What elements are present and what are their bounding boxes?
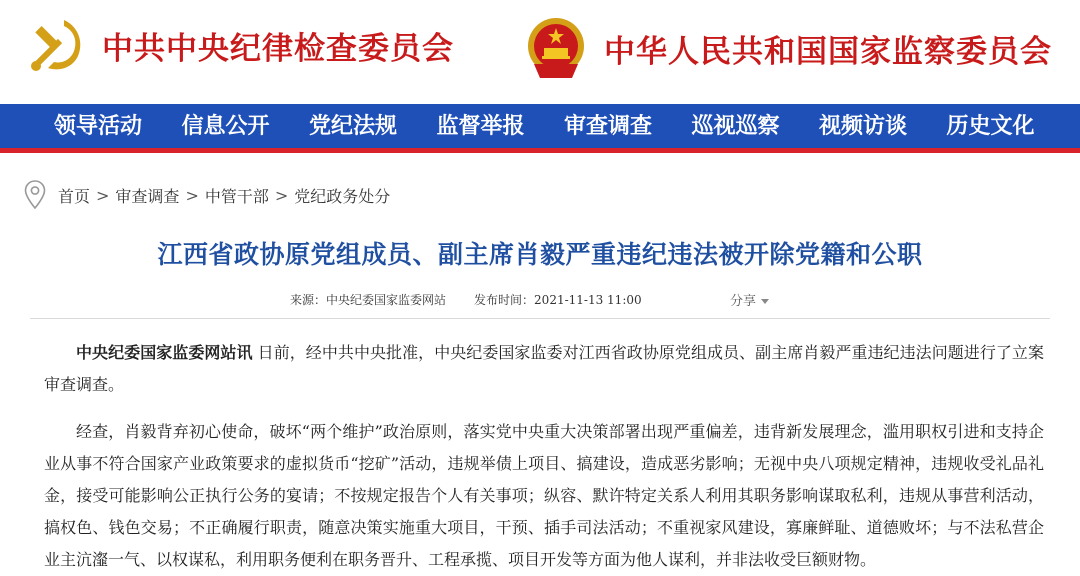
share-button[interactable] (730, 290, 769, 309)
nav-item-regulations[interactable]: 党纪法规 (309, 113, 398, 139)
breadcrumb-investigation[interactable]: 审查调查 (115, 186, 180, 206)
nav-item-investigation[interactable]: 审查调查 (564, 113, 653, 139)
paragraph-lead: 中央纪委国家监委网站讯 (76, 343, 253, 362)
breadcrumb-separator: > (185, 185, 199, 205)
party-emblem-icon (26, 14, 88, 76)
paragraph-text: 日前，经中共中央批准，中央纪委国家监委对江西省政协原党组成员、副主席肖毅严重违纪违法问题进行了立案审查调查。 (44, 343, 1044, 394)
breadcrumb (24, 180, 390, 210)
article-title: 江西省政协原党组成员、副主席肖毅严重违纪违法被开除党籍和公职 (157, 240, 923, 269)
right-org-title: 中华人民共和国国家监察委员会 (604, 33, 1052, 70)
source-value: 中央纪委国家监委网站 (326, 293, 447, 307)
time-label: 发布时间： (474, 293, 535, 307)
nav-item-history[interactable]: 历史文化 (946, 113, 1035, 139)
chevron-down-icon (761, 299, 769, 304)
nav-item-report[interactable]: 监督举报 (436, 113, 525, 139)
breadcrumb-central-cadres[interactable]: 中管干部 (204, 186, 269, 206)
site-header (0, 0, 1080, 104)
cc-discipline-brand[interactable] (26, 14, 454, 76)
share-label: 分享 (730, 294, 757, 309)
nav-item-video[interactable]: 视频访谈 (819, 113, 908, 139)
national-supervision-brand[interactable] (524, 14, 1052, 82)
source-group (290, 291, 446, 308)
breadcrumb-home[interactable]: 首页 (58, 186, 91, 206)
national-emblem-icon (524, 14, 588, 82)
breadcrumb-separator: > (96, 185, 110, 205)
main-nav (0, 104, 1080, 153)
nav-item-info[interactable]: 信息公开 (181, 113, 270, 139)
breadcrumb-discipline-penalties[interactable]: 党纪政务处分 (294, 186, 391, 206)
location-pin-icon (24, 180, 46, 210)
nav-item-inspection[interactable]: 巡视巡察 (691, 113, 780, 139)
left-org-title: 中共中央纪律检查委员会 (102, 30, 454, 67)
time-value: 2021-11-13 11:00 (534, 293, 642, 307)
source-label: 来源： (290, 293, 327, 307)
meta-divider (30, 318, 1050, 319)
article-paragraph-2: 经查，肖毅背弃初心使命，破坏“两个维护”政治原则，落实党中央重大决策部署出现严重偏差，违背新发展理念，滥用职权引进和支持企业从事不符合国家产业政策要求的虚拟货币“挖矿”活动，违规举债上项目、搞建设，造成恶劣影响；无视中央八项规定精神，违规收受礼品礼金，接受可能影响公正执行公务的宴请；不按规定报告个人有关事项；纵容、默许特定关系人利用其职务影响谋取私利，违规从事营利活动，搞权色、钱色交易；不正确履行职责，随意决策实施重大项目，干预、插手司法活动；不重视家风建设，寡廉鲜耻、道德败坏；与不法私营企业主沆瀣一气、以权谋私，利用职务便利在职务晋升、工程承揽、项目开发等方面为他人谋利，并非法收受巨额财物。 (44, 422, 1044, 569)
time-group (474, 291, 642, 308)
breadcrumb-separator: > (274, 185, 289, 205)
article-paragraph-1 (44, 337, 1044, 401)
article-meta (290, 291, 757, 309)
nav-item-leadership[interactable]: 领导活动 (54, 113, 143, 139)
